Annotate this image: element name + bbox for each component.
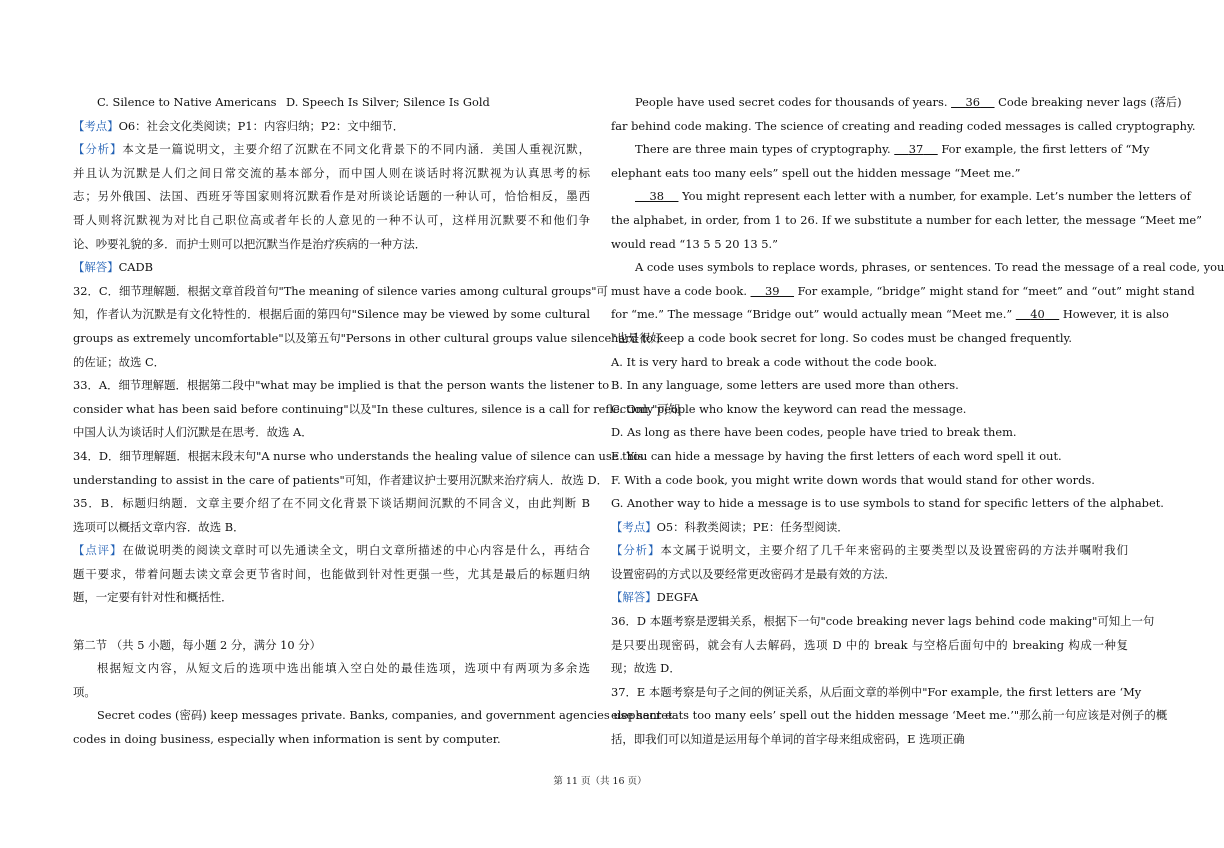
fenxi-line-1: 【分析】本文是一篇说明文，主要介绍了沉默在不同文化背景下的不同内涵．美国人重视沉默， xyxy=(73,142,590,157)
fenxi-line-2: 设置密码的方式以及要经常更改密码才是最有效的方法． xyxy=(611,566,896,581)
jieda-text: DEGFA xyxy=(656,590,699,605)
jieda xyxy=(73,256,590,280)
p3-line-1: 38 You might represent each letter with a number, for example. Let’s number the letters of xyxy=(611,185,1128,209)
blank-36[interactable]: 36 xyxy=(965,95,981,109)
option-c: C. Silence to Native Americans xyxy=(97,95,277,109)
option-d: D. Speech Is Silver; Silence Is Gold xyxy=(286,95,490,109)
dianping-line-2: 题干要求，带着问题去读文章会更节省时间，也能做到针对性更强一些，尤其是最后的标题归纳 xyxy=(73,566,590,581)
page-footer: 第 11 页（共 16 页） xyxy=(553,776,647,787)
p3-line-3: would read “13 5 5 20 13 5.” xyxy=(611,236,778,251)
instruction-line-1: 根据短文内容，从短文后的选项中选出能填入空白处的最佳选项，选项中有两项为多余选 xyxy=(97,661,590,676)
q35-line-2: 选项可以概括文章内容．故选 B． xyxy=(73,519,245,534)
instruction-line-2: 项。 xyxy=(73,684,96,699)
jieda-tag: 【解答】 xyxy=(611,590,657,605)
q37-line-3: 括，即我们可以知道是运用每个单词的首字母来组成密码，E 选项正确 xyxy=(611,732,965,747)
q32-line-3: groups as extremely uncomfortable"以及第五句"Persons in other cultural groups value silence"也是很好 xyxy=(73,330,662,345)
q34-line-2: understanding to assist in the care of patients"可知，作者建议护士要用沉默来治疗病人．故选 D． xyxy=(73,472,609,487)
fenxi-tag: 【分析】 xyxy=(73,142,123,157)
p4-line-4: hard to keep a code book secret for long. So codes must be changed frequently. xyxy=(611,330,1073,345)
fenxi-line-2: 并且认为沉默是人们之间日常交流的基本部分，而中国人则在谈话时将沉默视为认真思考的标 xyxy=(73,165,590,180)
q35-line-1: 35．B．标题归纳题．文章主要介绍了在不同文化背景下谈话期间沉默的不同含义，由此判断 B xyxy=(73,496,590,511)
kaodian-tag: 【考点】 xyxy=(611,519,657,534)
q36-line-1: 36．D 本题考察是逻辑关系，根据下一句"code breaking never lags behind code making"可知上一句 xyxy=(611,614,1155,629)
q37-line-1: 37．E 本题考察是句子之间的例证关系，从后面文章的举例中"For example, the first letters are ‘My xyxy=(611,684,1142,699)
p1-line-2: far behind code making. The science of creating and reading coded messages is called cryptography. xyxy=(611,118,1196,133)
q33-line-1: 33．A．细节理解题．根据第二段中"what may be implied is that the person wants the listener to xyxy=(73,378,610,393)
spacer xyxy=(73,610,590,634)
fenxi-line-3: 志；另外俄国、法国、西班牙等国家则将沉默看作是对所谈论话题的一种认可，恰恰相反，墨西 xyxy=(73,189,590,204)
fenxi-line-1: 【分析】本文属于说明文，主要介绍了几千年来密码的主要类型以及设置密码的方法并嘱咐我们 xyxy=(611,543,1128,558)
fenxi-line-5: 论、吵要礼貌的多．而护士则可以把沉默当作是治疗疾病的一种方法． xyxy=(73,236,427,251)
q32-line-1: 32．C．细节理解题．根据文章首段首句"The meaning of silence varies among cultural groups"可 xyxy=(73,283,608,298)
dianping-line-1: 【点评】在做说明类的阅读文章时可以先通读全文，明白文章所描述的中心内容是什么，再结合 xyxy=(73,543,590,558)
p4-line-3: for “me.” The message “Bridge out” would actually mean “Meet me.” 40 However, it is also xyxy=(611,307,1169,322)
option-c: C. Only people who know the keyword can read the message. xyxy=(611,401,967,416)
jieda xyxy=(611,586,1128,610)
q32-line-4: 的佐证；故选 C． xyxy=(73,354,166,369)
q36-line-3: 现；故选 D． xyxy=(611,661,681,676)
right-column xyxy=(611,91,1224,752)
p2-line-2: elephant eats too many eels” spell out the hidden message “Meet me.” xyxy=(611,165,1021,180)
passage-line-2: codes in doing business, especially when information is sent by computer. xyxy=(73,732,501,747)
p2-line-1: There are three main types of cryptography. 37 For example, the first letters of “My xyxy=(635,142,1150,157)
blank-40[interactable]: 40 xyxy=(1030,307,1045,322)
option-f: F. With a code book, you might write down words that would stand for other words. xyxy=(611,472,1095,487)
q37-line-2: elephant eats too many eels’ spell out the hidden message ‘Meet me.’"那么前一句应该是对例子的概 xyxy=(611,708,1168,723)
jieda-text: CADB xyxy=(118,260,154,275)
q34-line-1: 34．D．细节理解题．根据末段末句"A nurse who understands the healing value of silence can use this xyxy=(73,448,644,463)
q32-line-2: 知，作者认为沉默是有文化特性的．根据后面的第四句"Silence may be viewed by some cultural xyxy=(73,307,590,322)
kaodian-tag: 【考点】 xyxy=(73,118,119,133)
fenxi-tag: 【分析】 xyxy=(611,543,661,558)
blank-38[interactable]: 38 xyxy=(649,189,664,204)
p1-line-1: People have used secret codes for thousands of years. 36 Code breaking never lags (落后) xyxy=(635,95,1182,109)
option-g: G. Another way to hide a message is to use symbols to stand for specific letters of the alphabet. xyxy=(611,496,1164,511)
blank-37[interactable]: 37 xyxy=(908,142,924,157)
p3-line-2: the alphabet, in order, from 1 to 26. If we substitute a number for each letter, the message “Meet me” xyxy=(611,212,1202,227)
section-title: 第二节 （共 5 小题，每小题 2 分，满分 10 分） xyxy=(73,637,321,652)
jieda-tag: 【解答】 xyxy=(73,260,119,275)
option-a: A. It is very hard to break a code without the code book. xyxy=(611,354,937,369)
kaodian-text: O6：社会文化类阅读；P1：内容归纳；P2：文中细节． xyxy=(118,118,405,133)
blank-39[interactable]: 39 xyxy=(765,283,780,298)
fenxi-line-4: 哥人则将沉默视为对比自己职位高或者年长的人意见的一种不认可，这样用沉默要不和他们争 xyxy=(73,212,590,227)
kaodian xyxy=(611,516,1128,540)
kaodian xyxy=(73,115,590,139)
option-row-cd xyxy=(73,91,590,115)
q33-line-3: 中国人认为谈话时人们沉默是在思考．故选 A． xyxy=(73,425,313,440)
option-b: B. In any language, some letters are used more than others. xyxy=(611,378,959,393)
p4-line-1: A code uses symbols to replace words, phrases, or sentences. To read the message of a real code, you xyxy=(635,260,1224,275)
option-d: D. As long as there have been codes, people have tried to break them. xyxy=(611,425,1017,440)
dianping-tag: 【点评】 xyxy=(73,543,123,558)
dianping-line-3: 题，一定要有针对性和概括性． xyxy=(73,590,233,605)
q33-line-2: consider what has been said before continuing"以及"In these cultures, silence is a call for reflection."可知 xyxy=(73,401,681,416)
q36-line-2: 是只要出现密码，就会有人去解码，选项 D 中的 break 与空格后面句中的 breaking 构成一种复 xyxy=(611,637,1128,652)
passage-line-1: Secret codes (密码) keep messages private. Banks, companies, and government agencies use secret xyxy=(97,708,673,723)
kaodian-text: O5：科教类阅读；PE：任务型阅读． xyxy=(656,519,849,534)
option-e: E. You can hide a message by having the first letters of each word spell it out. xyxy=(611,448,1062,463)
p4-line-2: must have a code book. 39 For example, “bridge” might stand for “meet” and “out” might stand xyxy=(611,283,1195,298)
